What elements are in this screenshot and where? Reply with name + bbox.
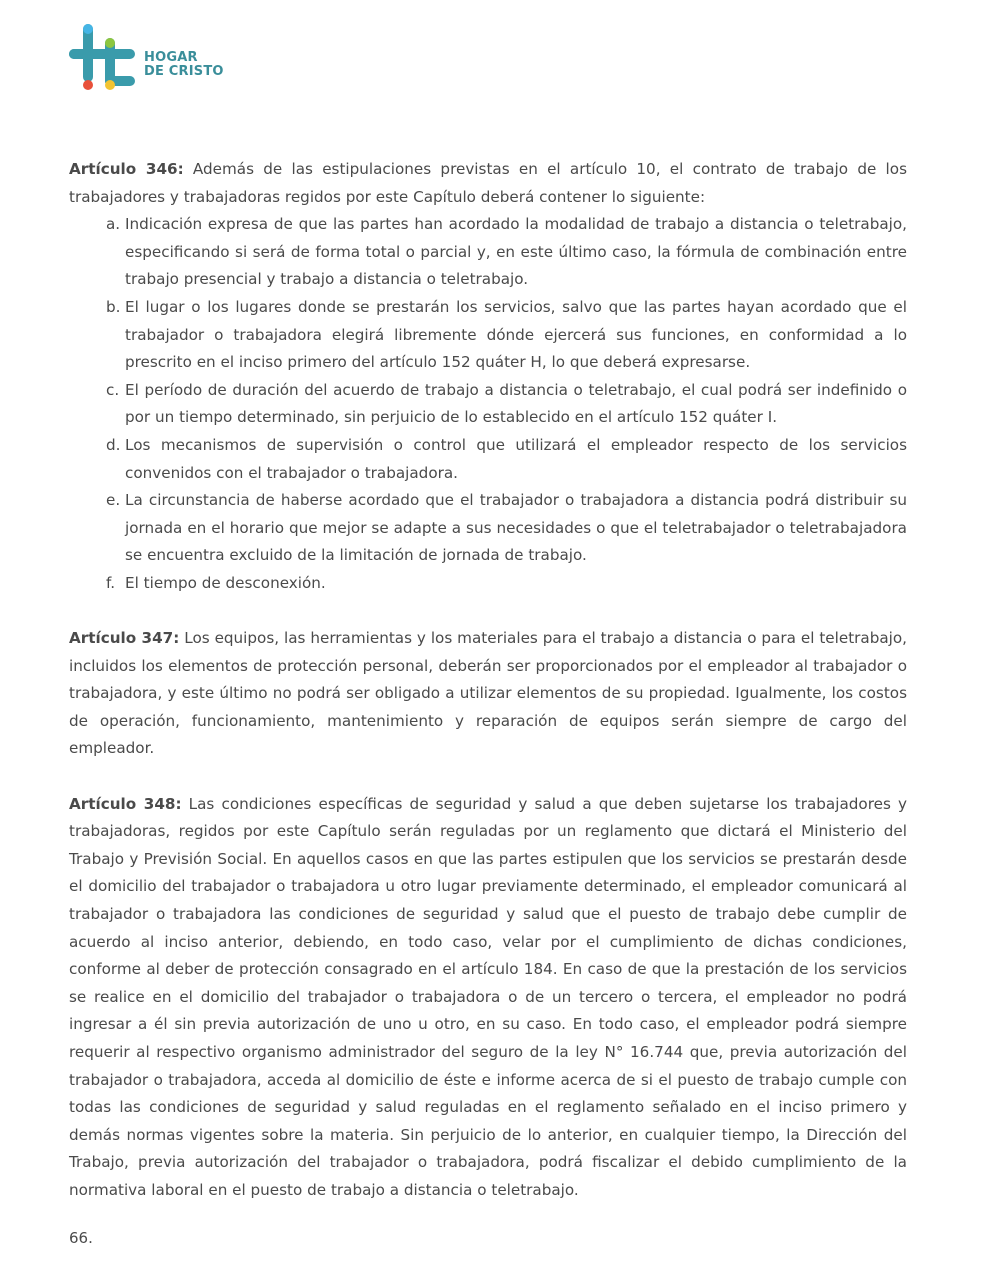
- list-item: [69, 432, 907, 487]
- article-347-heading: Artículo 347:: [69, 629, 180, 648]
- article-348: [69, 791, 907, 1205]
- logo-wordmark: [144, 51, 224, 79]
- list-marker: a.: [106, 215, 121, 234]
- list-item-text: El período de duración del acuerdo de trabajo a distancia o teletrabajo, el cual podrá ser indefinido o por un tiempo determinado, sin perjuicio de lo establecido en el artículo 152 quáter I.: [125, 380, 907, 427]
- document-body: [69, 156, 907, 1205]
- paragraph-gap: [69, 763, 907, 791]
- list-item-text: La circunstancia de haberse acordado que el trabajador o trabajadora a distancia podrá distribuir su jornada en el horario que mejor se adapte a sus necesidades o que el teletrabajador o teletrabajadora se encuentra excluido de la limitación de jornada de trabajo.: [125, 491, 907, 565]
- list-item: [69, 377, 907, 432]
- article-347: [69, 625, 907, 763]
- list-item: [69, 211, 907, 294]
- article-346-heading: Artículo 346:: [69, 160, 184, 178]
- article-347-text: Los equipos, las herramientas y los materiales para el trabajo a distancia o para el teletrabajo, incluidos los elementos de protección personal, deberán ser proporcionados por el empleador al trabajador o trabajadora, y este último no podrá ser obligado a utilizar elementos de su propiedad. Igualmente, los costos de operación, funcionamiento, mantenimiento y reparación de equipos serán siempre de cargo del empleador.: [69, 629, 907, 758]
- list-marker: b.: [106, 297, 121, 316]
- logo: [68, 22, 238, 94]
- list-item-text: Indicación expresa de que las partes han acordado la modalidad de trabajo a distancia o teletrabajo, especificando si será de forma total o parcial y, en este último caso, la fórmula de combinación entre trabajo presencial y trabajo a distancia o teletrabajo.: [125, 215, 907, 289]
- list-item-text: El tiempo de desconexión.: [125, 573, 326, 592]
- list-item: [69, 294, 907, 377]
- list-item-text: El lugar o los lugares donde se prestarán los servicios, salvo que las partes hayan acordado que el trabajador o trabajadora elegirá libremente dónde ejercerá sus funciones, en conformidad a lo prescrito en el inciso primero del artículo 152 quáter H, lo que deberá expresarse.: [125, 297, 907, 372]
- article-346-intro: [69, 156, 907, 211]
- article-348-heading: Artículo 348:: [69, 794, 182, 813]
- list-item: [69, 570, 907, 598]
- list-marker: e.: [106, 491, 121, 510]
- paragraph-gap: [69, 598, 907, 626]
- article-348-text: Las condiciones específicas de seguridad y salud a que deben sujetarse los trabajadores y trabajadoras, regidos por este Capítulo serán reguladas por un reglamento que dictará el Ministerio del Trabajo y Previsión Social. En aquellos casos en que las partes estipulen que los servicios se prestarán desde el domicilio del trabajador o trabajadora u otro lugar previamente determinado, el empleador comunicará al trabajador o trabajadora las condiciones de seguridad y salud que el puesto de trabajo debe cumplir de acuerdo al inciso anterior, debiendo, en todo caso, velar por el cumplimiento de dichas condiciones, conforme al deber de protección consagrado en el artículo 184. En caso de que la prestación de los servicios se realice en el domicilio del trabajador o trabajadora o de un tercero o tercera, el empleador no podrá ingresar a él sin previa autorización de uno u otro, en su caso. En todo caso, el empleador podrá siempre requerir al respectivo organismo administrador del seguro de la ley N° 16.744 que, previa autorización del trabajador o trabajadora, acceda al domicilio de éste e informe acerca de si el puesto de trabajo cumple con todas las condiciones de seguridad y salud reguladas en el reglamento señalado en el inciso primero y demás normas vigentes sobre la materia. Sin perjuicio de lo anterior, en cualquier tiempo, la Dirección del Trabajo, previa autorización del trabajador o trabajadora, podrá fiscalizar el debido cumplimiento de la normativa laboral en el puesto de trabajo a distancia o teletrabajo.: [69, 794, 907, 1199]
- list-marker: c.: [106, 380, 120, 399]
- article-346-list: [69, 211, 907, 597]
- page-number: 66.: [69, 1229, 93, 1247]
- article-346-intro-text: Además de las estipulaciones previstas en el artículo 10, el contrato de trabajo de los trabajadores y trabajadoras regidos por este Capítulo deberá contener lo siguiente:: [69, 160, 907, 206]
- list-marker: f.: [106, 573, 116, 592]
- list-item: [69, 487, 907, 570]
- list-marker: d.: [106, 435, 121, 454]
- logo-line-2: DE CRISTO: [144, 64, 224, 79]
- list-item-text: Los mecanismos de supervisión o control que utilizará el empleador respecto de los servicios convenidos con el trabajador o trabajadora.: [125, 435, 907, 482]
- hogar-de-cristo-logo-icon: [68, 22, 136, 92]
- logo-line-1: HOGAR: [144, 50, 198, 65]
